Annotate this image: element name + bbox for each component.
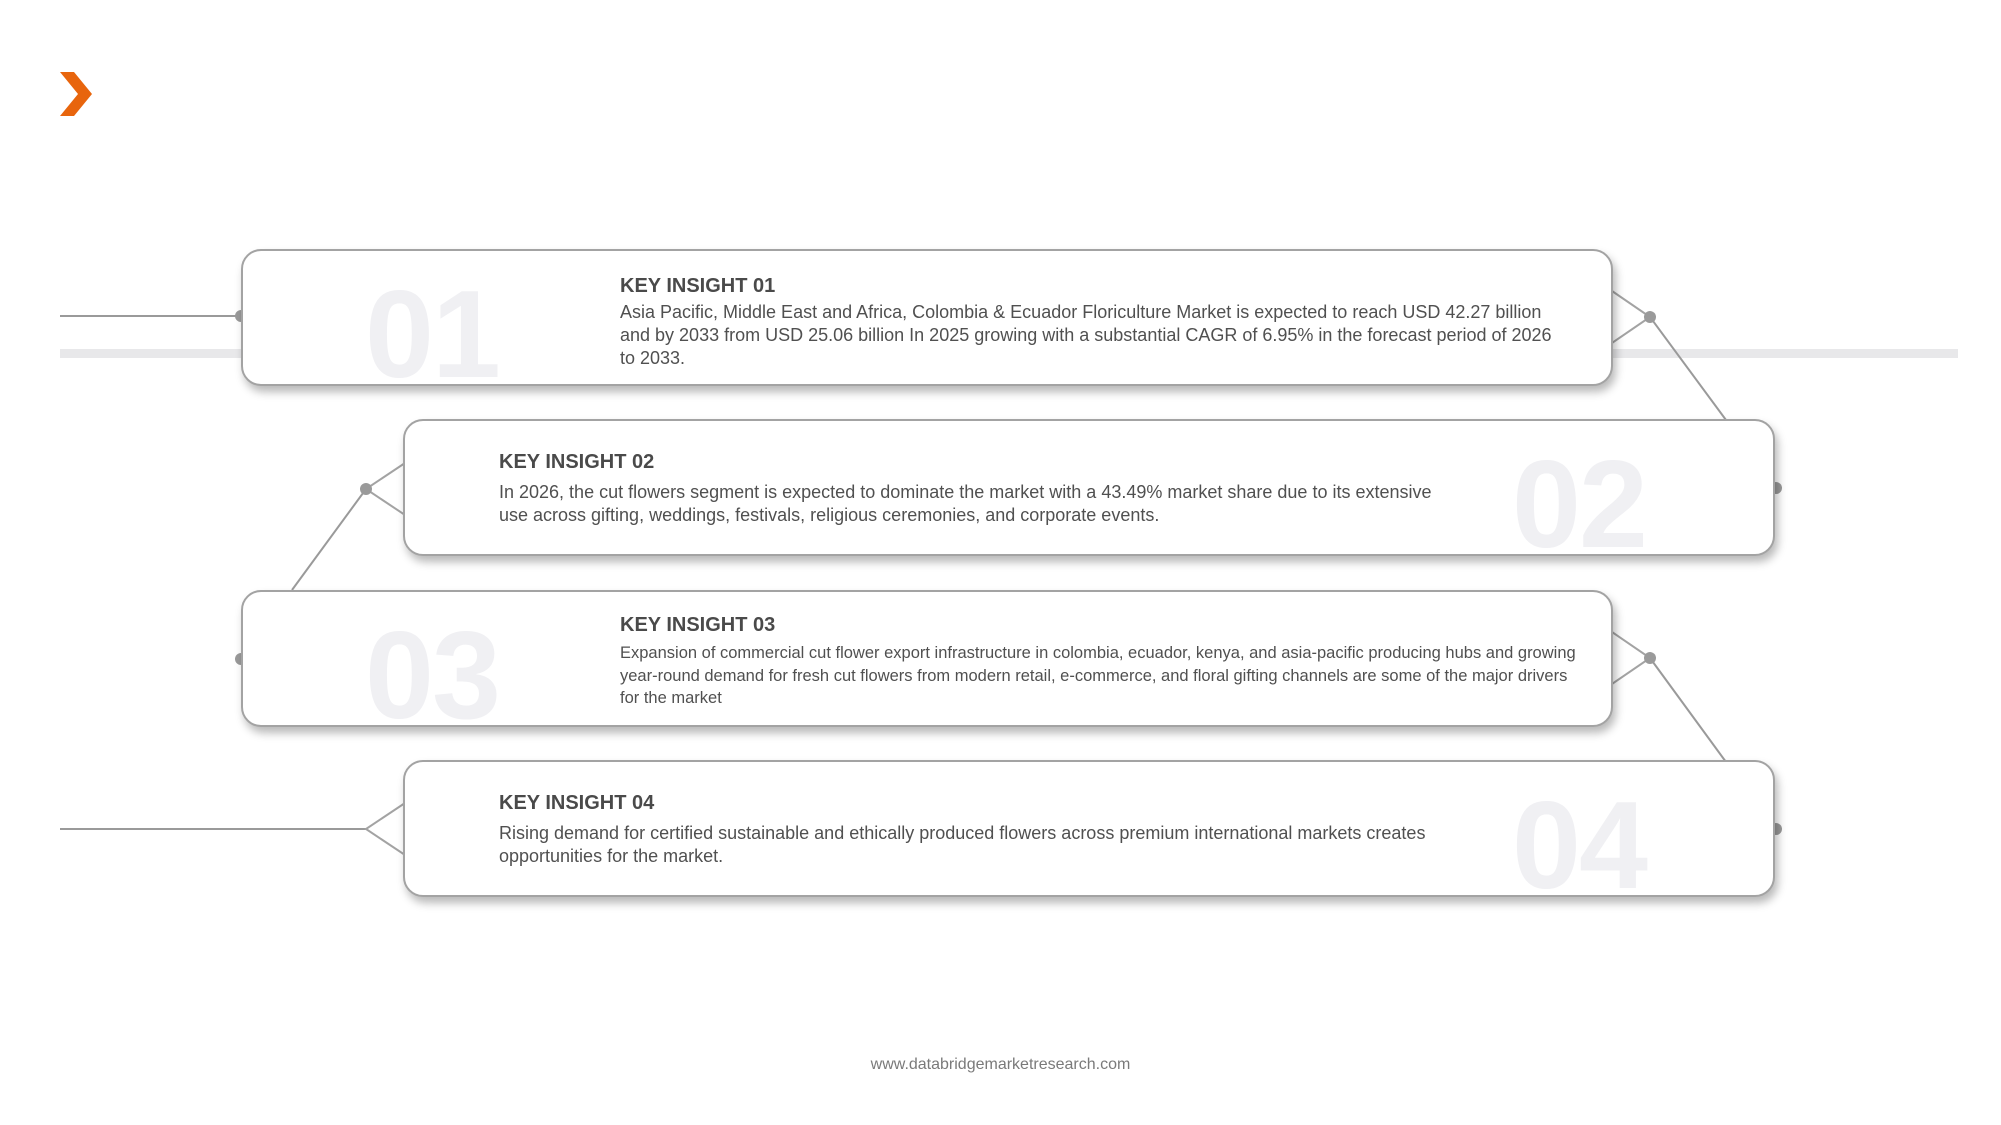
connector-line [292,489,366,590]
insight-text: Rising demand for certified sustainable and ethically produced flowers across premium international markets creates opportunities for the market. [499,823,1426,866]
connector-dot [1644,311,1656,323]
insight-number: 02 [1512,436,1646,574]
insight-title: KEY INSIGHT 01 [620,275,776,297]
connector-line [1650,317,1726,420]
connector-line [1650,658,1726,762]
insight-card-2 [403,419,1775,574]
footer-website: www.databridgemarketresearch.com [870,1056,1131,1073]
insight-title: KEY INSIGHT 04 [499,792,655,814]
connector-dot [1644,652,1656,664]
insight-title: KEY INSIGHT 02 [499,451,655,473]
arrow-tip [366,803,405,855]
insight-card-1 [241,249,1613,404]
insight-number: 03 [365,607,499,745]
insight-number: 01 [365,266,499,404]
insight-text: Expansion of commercial cut flower export infrastructure in colombia, ecuador, kenya, and asia-pacific producing hubs and growing year-round demand for fresh cut flowers from modern retail, e-commerce, and floral gifting channels are some of the major drivers for the market [620,644,1576,707]
insight-card-4 [403,760,1775,915]
insight-text: In 2026, the cut flowers segment is expected to dominate the market with a 43.49% market share due to its extensive use across gifting, weddings, festivals, religious ceremonies, and corporate events. [499,482,1432,525]
insight-number: 04 [1512,777,1646,915]
connector-dot [360,483,372,495]
insight-title: KEY INSIGHT 03 [620,614,776,636]
insight-card-3 [241,590,1613,745]
insight-text: Asia Pacific, Middle East and Africa, Colombia & Ecuador Floriculture Market is expected to reach USD 42.27 billion and by 2033 from USD 25.06 billion In 2025 growing with a substantial CAGR of 6.95% in the forecast period of 2026 to 2033. [620,302,1552,368]
